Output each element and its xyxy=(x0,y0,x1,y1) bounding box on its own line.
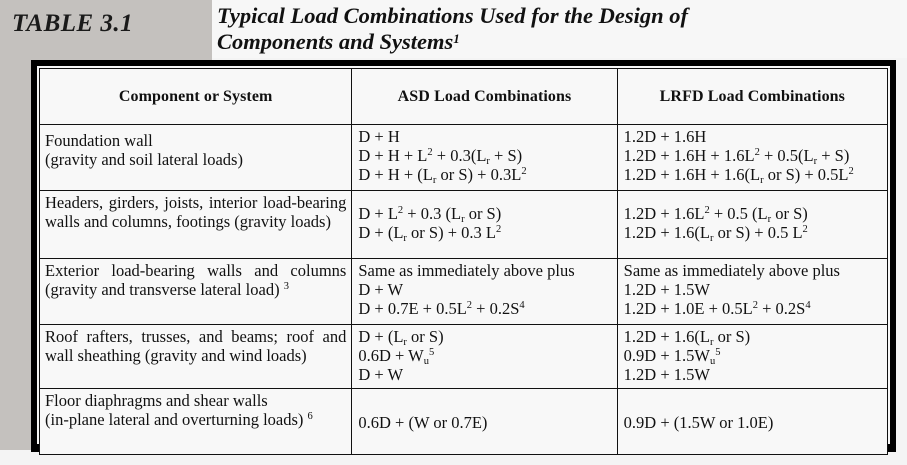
table-row xyxy=(40,259,888,325)
asd-combination: D + W xyxy=(358,280,404,299)
column-header-component: Component or System xyxy=(40,69,352,125)
asd-combination: Same as immediately above plus xyxy=(358,261,575,280)
table-number-label: TABLE 3.1 xyxy=(12,10,134,37)
lrfd-combination: $1.2D + 1.6(L_r$ or S) xyxy=(623,327,751,348)
lrfd-combination: $1.2D + 1.6(L_r$ or S) + 0.5 $L^2$ xyxy=(623,222,808,244)
footnote-marker: 6 xyxy=(307,411,313,422)
component-cell: Headers, girders, joists, interior load-bearing walls and columns, footings (gravity loads) xyxy=(40,191,352,259)
column-header-asd: ASD Load Combinations xyxy=(352,69,617,125)
table-title-line1: Typical Load Combinations Used for the Design of xyxy=(217,3,689,28)
asd-combination: $D + (L_r$ or S) + 0.3 $L^2$ xyxy=(358,222,502,244)
table-inner-border xyxy=(36,65,891,445)
lrfd-combination: $1.2D + 1.6L^2 + 0.5$ ($L_r$ or S) xyxy=(623,203,808,225)
table-row xyxy=(40,125,888,191)
lrfd-combination: $1.2D + 1.6H + 1.6(L_r$ or $S) + 0.5L^2$ xyxy=(623,165,854,186)
asd-cell xyxy=(352,325,617,389)
table-row xyxy=(40,389,888,455)
footnote-marker: 3 xyxy=(283,281,289,292)
lrfd-combination: $1.2D + 1.6H + 1.6L^2 + 0.5(L_r + S)$ xyxy=(623,146,850,167)
title-footnote-marker: 1 xyxy=(453,31,460,46)
asd-combination: $D + H + (L_r$ or $S) + 0.3L^2$ xyxy=(358,165,527,186)
table-title-line2: Components and Systems xyxy=(217,29,454,54)
asd-cell xyxy=(352,389,617,455)
component-cell: Foundation wall (gravity and soil lateral loads) xyxy=(40,125,352,191)
asd-combination: $D + L^2 + 0.3$ ($L_r$ or S) xyxy=(358,203,502,225)
lrfd-combination: 0.9D + (1.5W or 1.0E) xyxy=(623,413,774,432)
lrfd-cell xyxy=(617,259,887,325)
asd-cell xyxy=(352,259,617,325)
asd-combination: $D + H + L^2 + 0.3(L_r + S)$ xyxy=(358,146,523,167)
column-header-lrfd: LRFD Load Combinations xyxy=(617,69,887,125)
asd-combination: $0.6D + W_u^5$ xyxy=(358,346,435,367)
asd-combination: D + W xyxy=(358,365,404,384)
lrfd-cell xyxy=(617,125,887,191)
load-combinations-table xyxy=(39,68,888,455)
table-title xyxy=(217,3,837,55)
component-cell: Exterior load-bearing walls and columns (gravity and transverse lateral load) $^3$ xyxy=(40,259,352,325)
asd-cell xyxy=(352,191,617,259)
asd-combination: $D + (L_r$ or S) xyxy=(358,327,444,348)
asd-cell xyxy=(352,125,617,191)
lrfd-cell xyxy=(617,191,887,259)
table-row xyxy=(40,191,888,259)
table-row xyxy=(40,325,888,389)
component-cell: Floor diaphragms and shear walls (in-plane lateral and overturning loads) $^6$ xyxy=(40,389,352,455)
lrfd-combination: 1.2D + 1.5W xyxy=(623,365,710,384)
lrfd-cell xyxy=(617,325,887,389)
asd-combination: D + H xyxy=(358,127,400,146)
lrfd-combination: 1.2D + 1.6H xyxy=(623,127,707,146)
lrfd-combination: $0.9D + 1.5W_u^5$ xyxy=(623,346,721,367)
asd-combination: $D + 0.7E + 0.5L^2 + 0.2S^4$ xyxy=(358,299,525,318)
table-frame xyxy=(31,60,896,452)
lrfd-cell xyxy=(617,389,887,455)
component-cell: Roof rafters, trusses, and beams; roof and wall sheathing (gravity and wind loads) xyxy=(40,325,352,389)
lrfd-combination: 1.2D + 1.5W xyxy=(623,280,710,299)
table-header-row xyxy=(40,69,888,125)
asd-combination: 0.6D + (W or 0.7E) xyxy=(358,413,488,432)
lrfd-combination: $1.2D + 1.0E + 0.5L^2 + 0.2S^4$ xyxy=(623,299,811,318)
lrfd-combination: Same as immediately above plus xyxy=(623,261,840,280)
